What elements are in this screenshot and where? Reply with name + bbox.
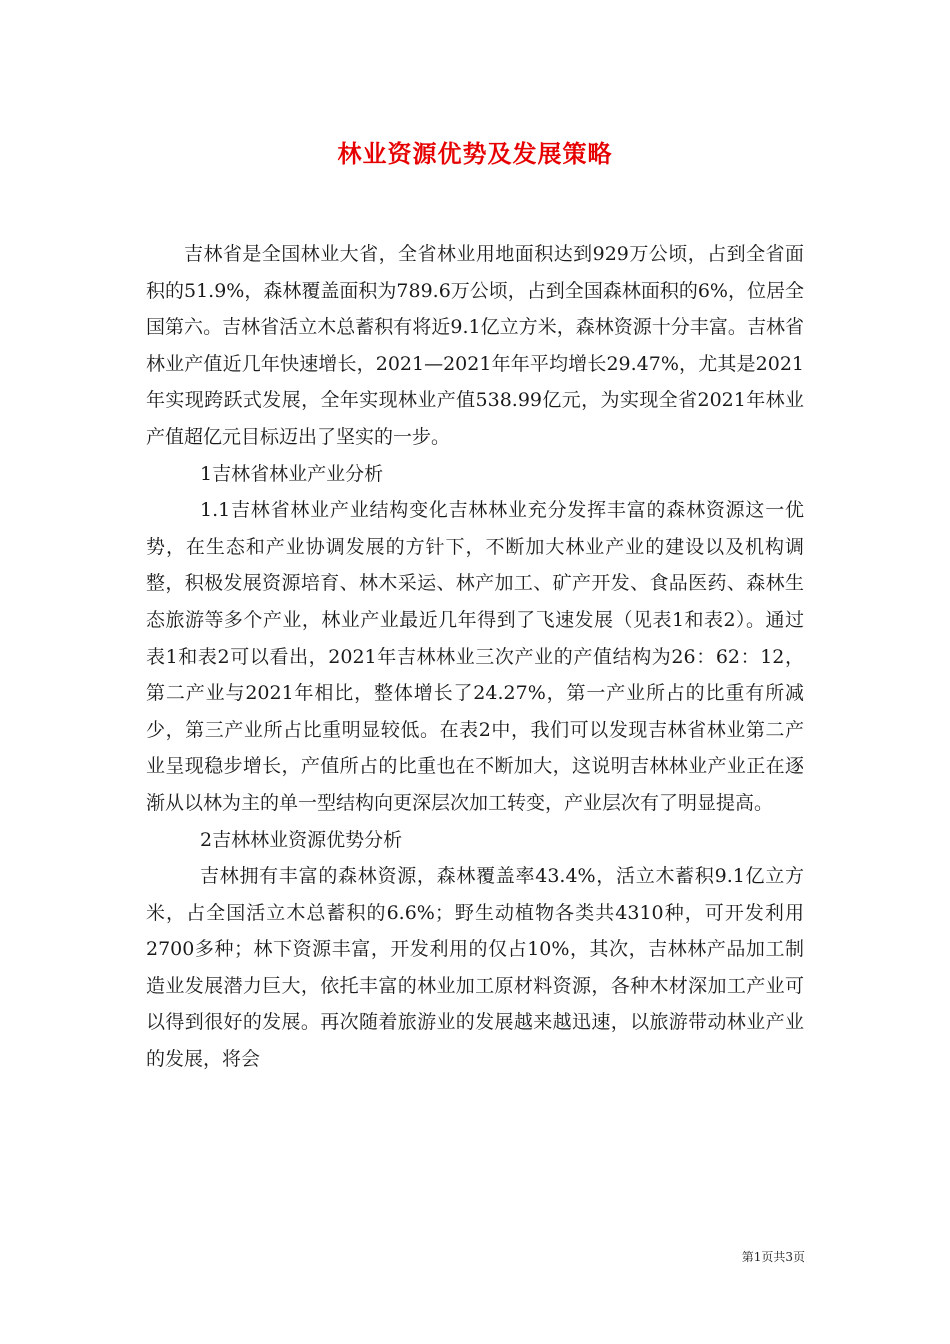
paragraph-industry-structure: 1.1吉林省林业产业结构变化吉林林业充分发挥丰富的森林资源这一优势，在生态和产业协调发展的方针下，不断加大林业产业的建设以及机构调整，积极发展资源培育、林木采运、林产加工、矿产开发、食品医药、森林生态旅游等多个产业，林业产业最近几年得到了飞速发展（见表1和表2）。通过表1和表2可以看出，2021年吉林林业三次产业的产值结构为26：62：12，第二产业与2021年相比，整体增长了24.27%，第一产业所占的比重有所减少，第三产业所占比重明显较低。在表2中，我们可以发现吉林省林业第二产业呈现稳步增长，产值所占的比重也在不断加大，这说明吉林林业产业正在逐渐从以林为主的单一型结构向更深层次加工转变，产业层次有了明显提高。 (146, 499, 804, 814)
section-heading-1: 1吉林省林业产业分析 (200, 462, 384, 485)
section-heading-2: 2吉林林业资源优势分析 (200, 828, 403, 851)
paragraph-resource-advantage: 吉林拥有丰富的森林资源，森林覆盖率43.4%，活立木蓄积9.1亿立方米，占全国活立木总蓄积的6.6%；野生动植物各类共4310种，可开发利用2700多种；林下资源丰富，开发利用的仅占10%，其次，吉林林产品加工制造业发展潜力巨大，依托丰富的林业加工原材料资源，各种木材深加工产业可以得到很好的发展。再次随着旅游业的发展越来越迅速，以旅游带动林业产业的发展，将会 (146, 865, 804, 1071)
page-number-footer: 第1页共3页 (741, 1250, 805, 1264)
paragraph-intro: 吉林省是全国林业大省，全省林业用地面积达到929万公顷，占到全省面积的51.9%，森林覆盖面积为789.6万公顷，占到全国森林面积的6%，位居全国第六。吉林省活立木总蓄积有将近9.1亿立方米，森林资源十分丰富。吉林省林业产值近几年快速增长，2021—2021年年平均增长29.47%，尤其是2021年实现跨跃式发展，全年实现林业产值538.99亿元，为实现全省2021年林业产值超亿元目标迈出了坚实的一步。 (146, 243, 804, 448)
document-title: 林业资源优势及发展策略 (337, 139, 613, 168)
document-body (146, 236, 804, 1078)
